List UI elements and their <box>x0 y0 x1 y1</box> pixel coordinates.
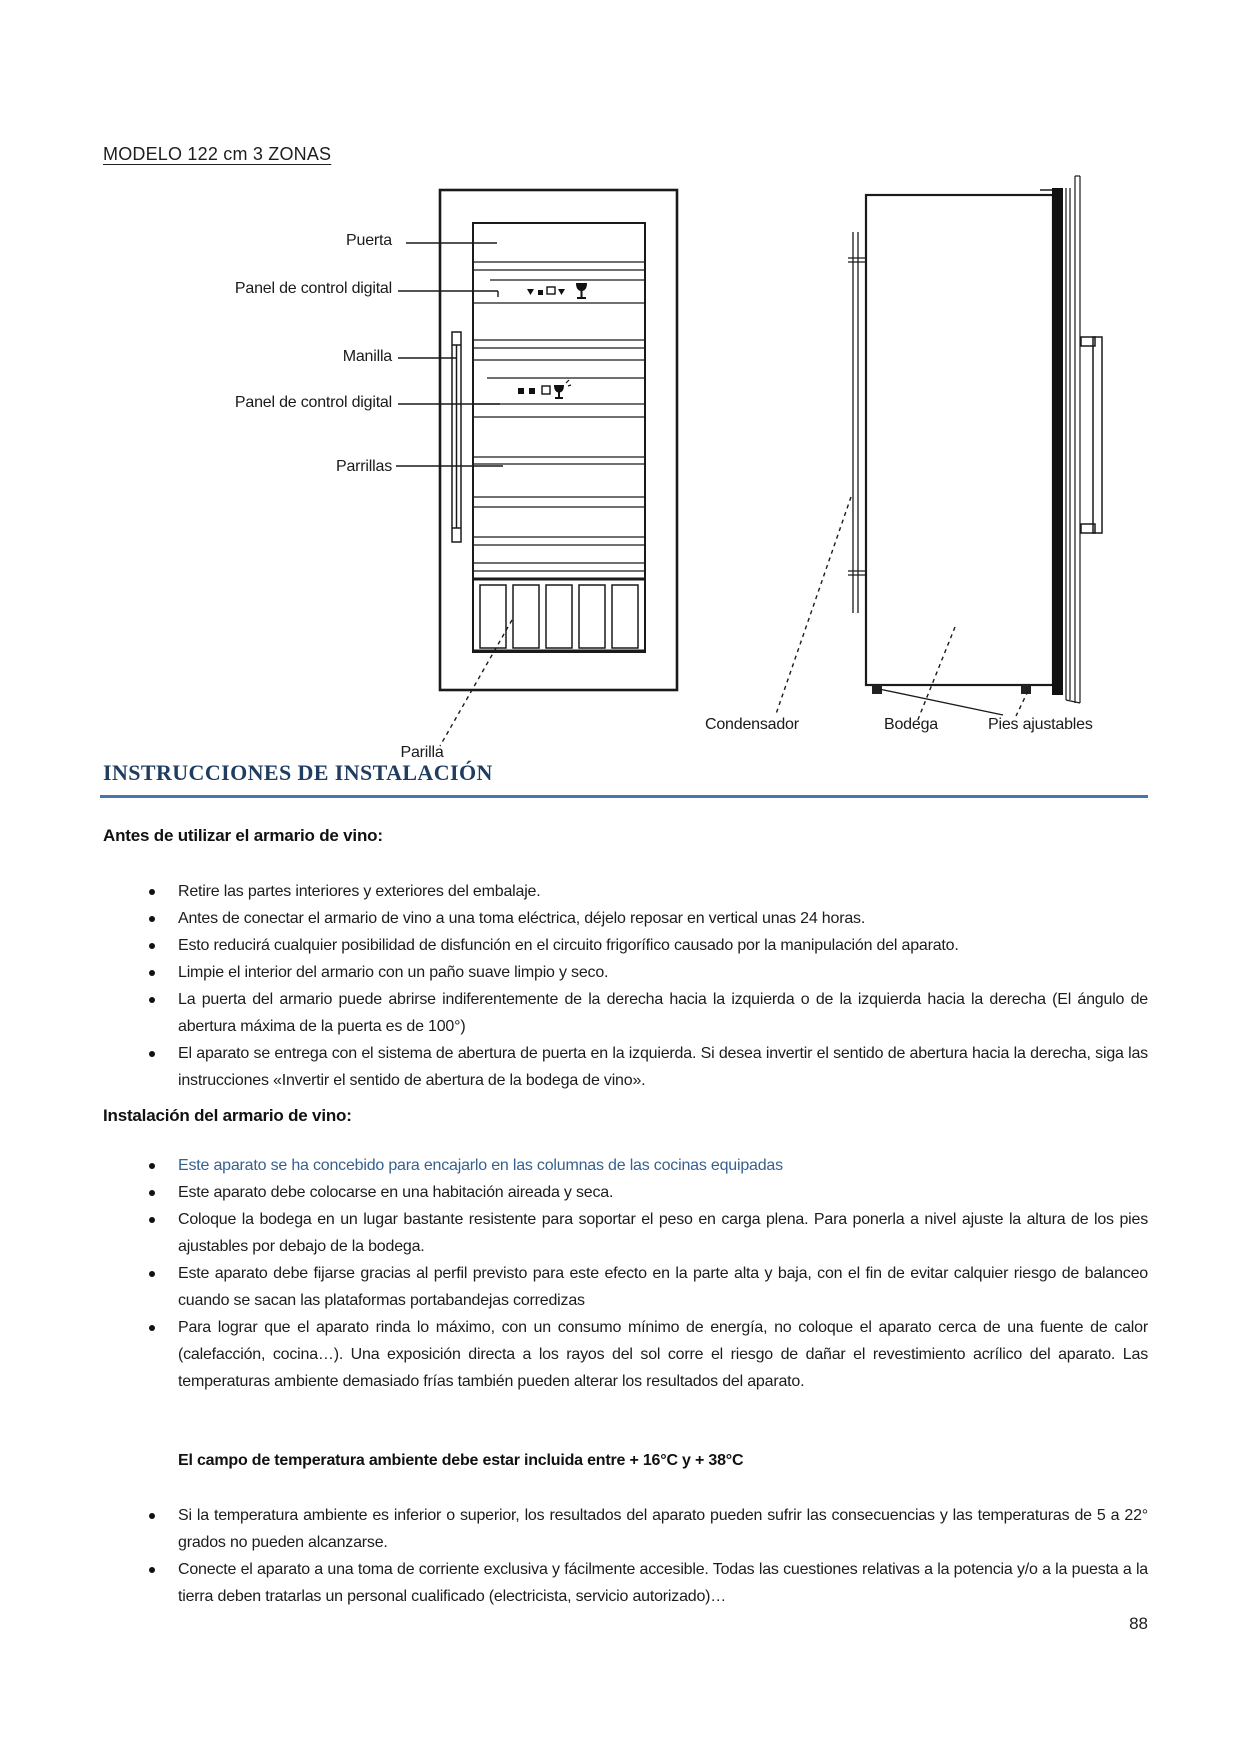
label-panel-top: Panel de control digital <box>234 280 392 297</box>
installation-list-2 <box>103 1502 1148 1610</box>
page-title: MODELO 122 cm 3 ZONAS <box>103 144 332 164</box>
before-use-list <box>103 878 1148 1094</box>
section-heading: INSTRUCCIONES DE INSTALACIÓN <box>103 760 493 785</box>
list-item: La puerta del armario puede abrirse indiferentemente de la derecha hacia la izquierda o de la izquierda hacia la derecha (El ángulo de abertura máxima de la puerta es de 100°) <box>103 986 1148 1040</box>
label-door: Puerta <box>346 232 392 249</box>
list-item: Para lograr que el aparato rinda lo máximo, con un consumo mínimo de energía, no coloque el aparato cerca de una fuente de calor (calefacción, cocina…). Una exposición directa a los rayos del sol corre el riesgo de dañar el revestimiento acrílico del aparato. Las temperaturas ambiente demasiado frías también pueden alterar los resultados del aparato. <box>103 1314 1148 1395</box>
list-item: Antes de conectar el armario de vino a una toma eléctrica, déjelo reposar en vertical unas 24 horas. <box>103 905 1148 932</box>
condenser-lines <box>848 232 866 613</box>
before-use-heading: Antes de utilizar el armario de vino: <box>103 826 383 845</box>
side-view-drawing <box>776 176 1102 722</box>
list-item: Retire las partes interiores y exteriores del embalaje. <box>103 878 1148 905</box>
list-item: Conecte el aparato a una toma de corriente exclusiva y fácilmente accesible. Todas las cuestiones relativas a la potencia y/o a la puesta a la tierra deben tratarlas un personal cualificado (electricista, servicio autorizado)… <box>103 1556 1148 1610</box>
list-item: El aparato se entrega con el sistema de abertura de puerta en la izquierda. Si desea invertir el sentido de abertura hacia la derecha, siga las instrucciones «Invertir el sentido de abertura de la bodega de vino». <box>103 1040 1148 1094</box>
control-display-icons-top <box>527 283 587 299</box>
shelf-lines <box>473 262 645 571</box>
label-cellar: Bodega <box>884 716 938 733</box>
label-feet: Pies ajustables <box>988 716 1093 733</box>
list-item: Esto reducirá cualquier posibilidad de disfunción en el circuito frigorífico causado por la manipulación del aparato. <box>103 932 1148 959</box>
front-view-drawing <box>396 190 677 746</box>
list-item: Este aparato debe colocarse en una habitación aireada y seca. <box>103 1179 1148 1206</box>
wine-glass-icon <box>576 283 587 299</box>
list-item: Limpie el interior del armario con un paño suave limpio y seco. <box>103 959 1148 986</box>
installation-list <box>103 1152 1148 1395</box>
front-handle <box>452 332 461 542</box>
page-number: 88 <box>1129 1614 1148 1633</box>
temperature-range-note: El campo de temperatura ambiente debe estar incluida entre + 16°C y + 38°C <box>178 1452 744 1469</box>
leader-lines-front <box>396 243 512 746</box>
list-item: Este aparato debe fijarse gracias al perfil previsto para este efecto en la parte alta y baja, con el fin de evitar calquier riesgo de balanceo cuando se sacan las plataformas portabandejas corredizas <box>103 1260 1148 1314</box>
wine-glass-icon <box>554 380 571 399</box>
list-item-highlighted: Este aparato se ha concebido para encajarlo en las columnas de las cocinas equipadas <box>103 1152 1148 1179</box>
side-handle <box>1081 337 1102 533</box>
label-shelves: Parrillas <box>336 458 392 475</box>
label-panel-bottom: Panel de control digital <box>234 394 392 411</box>
list-item: Coloque la bodega en un lugar bastante resistente para soportar el peso en carga plena. Para ponerla a nivel ajuste la altura de los pies ajustables por debajo de la bodega. <box>103 1206 1148 1260</box>
control-display-icons-bottom <box>518 380 571 399</box>
label-bottom-shelf: Parilla <box>400 744 444 761</box>
label-condenser: Condensador <box>705 716 799 733</box>
leader-lines-side <box>776 497 1028 722</box>
bottom-shelf-slats <box>473 579 645 651</box>
list-item: Si la temperatura ambiente es inferior o superior, los resultados del aparato pueden sufrir las consecuencias y las temperaturas de 5 a 22° grados no pueden alcanzarse. <box>103 1502 1148 1556</box>
installation-heading: Instalación del armario de vino: <box>103 1106 352 1125</box>
label-handle: Manilla <box>342 348 392 365</box>
